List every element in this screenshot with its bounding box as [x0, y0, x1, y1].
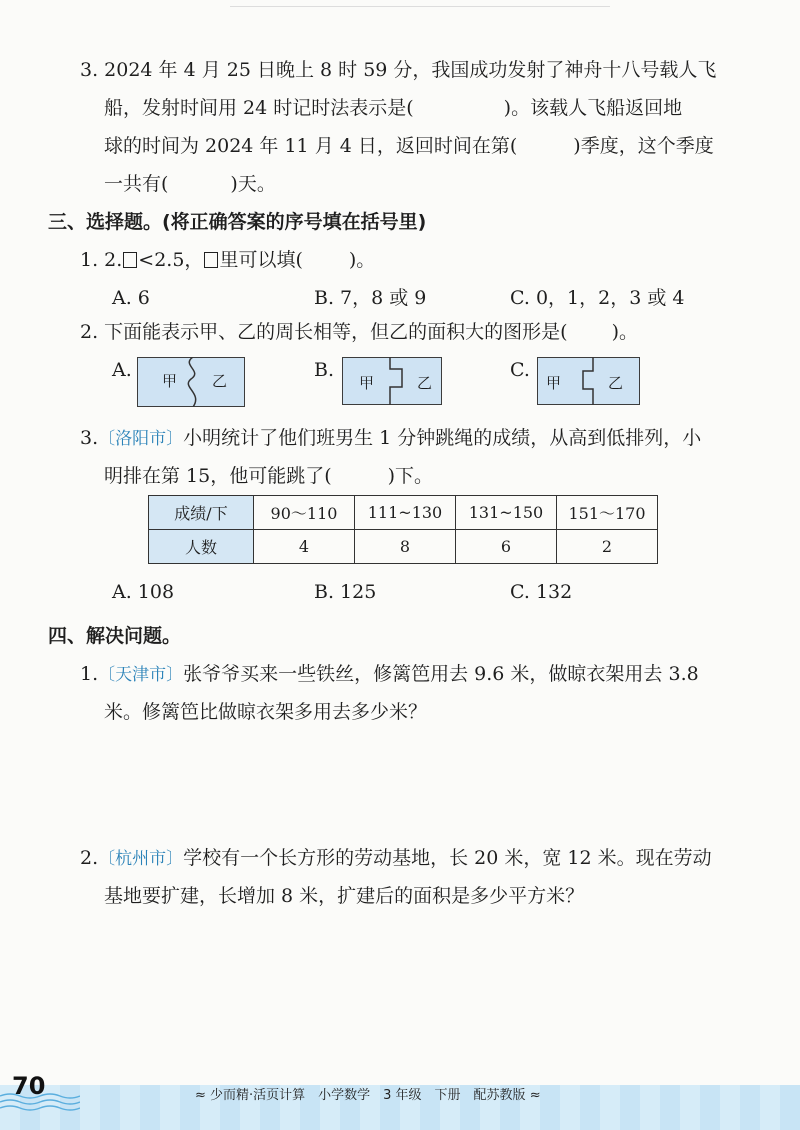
table-header-cell: 151～170 [557, 496, 658, 530]
s3-q1-text: )。 [348, 249, 376, 271]
q3-text: )季度，这个季度 [573, 135, 714, 157]
jia-label: 甲 [359, 374, 375, 392]
yi-label: 乙 [608, 374, 624, 392]
yi-label: 乙 [417, 374, 433, 392]
q3-line-1: 3. 2024 年 4 月 25 日晚上 8 时 59 分，我国成功发射了神舟十八号载人飞 [80, 59, 717, 81]
q3-text: 球的时间为 2024 年 11 月 4 日，返回时间在第( [104, 135, 518, 157]
region-tag-hangzhou: 〔杭州市〕 [98, 849, 184, 869]
s3-q2-text: )。 [611, 321, 639, 343]
s4-q2-text: 学校有一个长方形的劳动基地，长 20 米，宽 12 米。现在劳动 [183, 847, 712, 869]
footer-text: ≈ 少而精·活页计算 小学数学 3 年级 下册 配苏教版 ≈ [195, 1088, 541, 1103]
s3-q3-text: 小明统计了他们班男生 1 分钟跳绳的成绩，从高到低排列，小 [183, 427, 702, 449]
blank-square [204, 252, 218, 268]
table-header-cell: 131~150 [456, 496, 557, 530]
figure-b [342, 357, 442, 405]
s3-q1-text: 里可以填( [219, 249, 303, 271]
region-tag-tianjin: 〔天津市〕 [98, 665, 184, 685]
s3-q1-option-a: A. 6 [112, 287, 150, 309]
q3-text: )。该载人飞船返回地 [503, 97, 683, 119]
s4-q1-line-2: 米。修篱笆比做晾衣架多用去多少米？ [104, 701, 428, 723]
score-table [148, 495, 658, 564]
s3-q2-text: 2. 下面能表示甲、乙的周长相等，但乙的面积大的图形是( [80, 321, 568, 343]
table-cell: 4 [254, 530, 355, 564]
q3-text: 一共有( [104, 173, 169, 195]
q3-text: )天。 [230, 173, 276, 195]
s4-q1-answer-area[interactable] [104, 740, 744, 830]
s3-q3-text: 明排在第 15，他可能跳了( [104, 465, 332, 487]
table-header-cell: 成绩/下 [149, 496, 254, 530]
s3-q1-text: 1. 2. [80, 249, 123, 271]
blank-square [123, 252, 137, 268]
section-4-title: 四、解决问题。 [48, 625, 182, 647]
table-header-cell: 111~130 [355, 496, 456, 530]
jia-label: 甲 [162, 372, 178, 390]
q3-line-2 [104, 94, 682, 122]
s4-q2-answer-area[interactable] [104, 924, 744, 1054]
s3-q3-text: )下。 [387, 465, 434, 487]
q3-line-4 [104, 170, 276, 198]
s3-q2-option-c: C. [510, 359, 530, 381]
figure-a [137, 357, 245, 407]
s3-q3-number: 3. [80, 427, 99, 449]
jia-label: 甲 [546, 374, 562, 392]
s3-q2-stem [80, 318, 638, 346]
s4-q2-line-2: 基地要扩建，长增加 8 米，扩建后的面积是多少平方米？ [104, 885, 585, 907]
s3-q1-text: <2.5， [138, 249, 204, 271]
table-row [149, 496, 658, 530]
s3-q2-option-b: B. [314, 359, 335, 381]
s3-q3-line-1 [80, 424, 701, 453]
figure-c [537, 357, 640, 405]
s3-q1-stem [80, 246, 375, 274]
s3-q1-option-c: C. 0，1，2，3 或 4 [510, 287, 685, 309]
s3-q2-option-a: A. [112, 359, 132, 381]
table-cell: 人数 [149, 530, 254, 564]
section-3-title: 三、选择题。(将正确答案的序号填在括号里) [48, 211, 427, 233]
s4-q1-line-1 [80, 660, 699, 689]
top-rule [230, 6, 610, 7]
table-header-cell: 90～110 [254, 496, 355, 530]
s4-q2-number: 2. [80, 847, 99, 869]
s4-q1-text: 张爷爷买来一些铁丝，修篱笆用去 9.6 米，做晾衣架用去 3.8 [183, 663, 699, 685]
table-cell: 2 [557, 530, 658, 564]
table-cell: 8 [355, 530, 456, 564]
q3-line-3 [104, 132, 714, 160]
yi-label: 乙 [212, 372, 228, 390]
figure-a-curve [137, 357, 245, 407]
s3-q1-option-b: B. 7，8 或 9 [314, 287, 427, 309]
page-number: 70 [12, 1072, 46, 1100]
s4-q1-number: 1. [80, 663, 99, 685]
s4-q2-line-1 [80, 844, 712, 873]
region-tag-luoyang: 〔洛阳市〕 [98, 429, 184, 449]
q3-text: 船，发射时间用 24 时记时法表示是( [104, 97, 414, 119]
s3-q3-option-b: B. 125 [314, 581, 377, 603]
s3-q3-option-a: A. 108 [112, 581, 175, 603]
s3-q3-line-2 [104, 462, 433, 490]
table-row [149, 530, 658, 564]
s3-q3-option-c: C. 132 [510, 581, 573, 603]
table-cell: 6 [456, 530, 557, 564]
